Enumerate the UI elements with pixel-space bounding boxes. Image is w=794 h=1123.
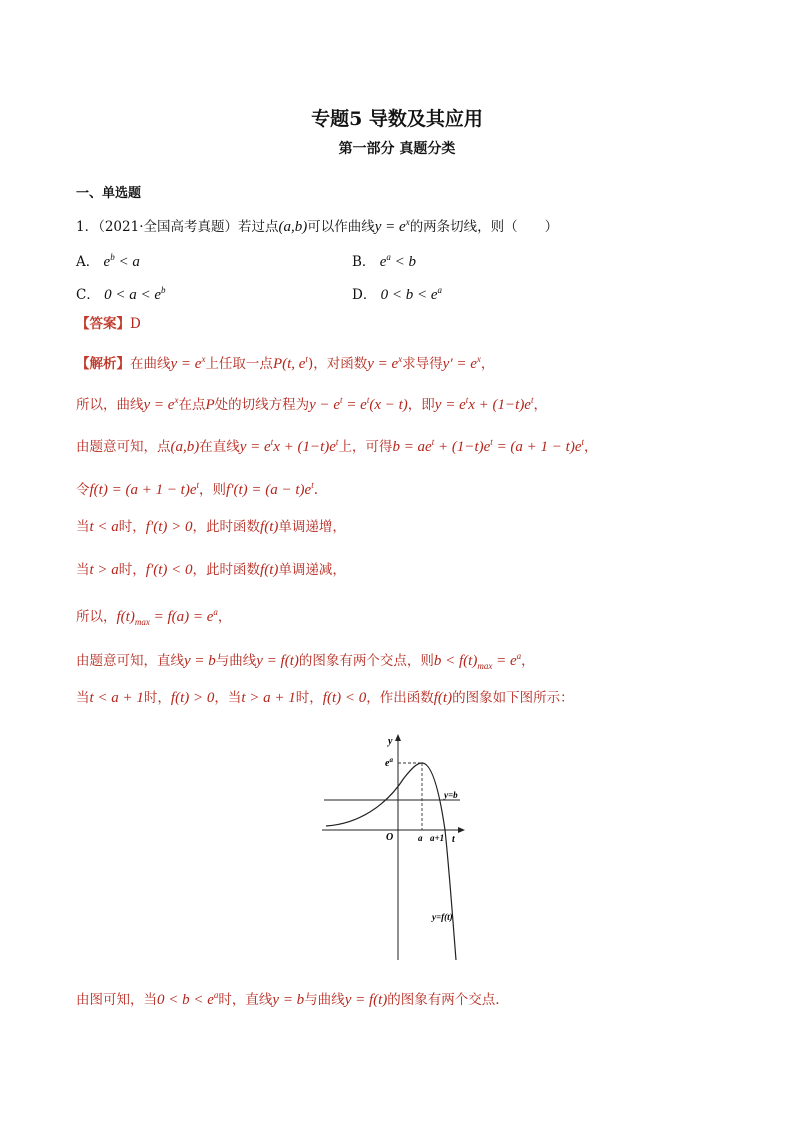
- option-a[interactable]: A． $e^b < a$: [76, 252, 140, 270]
- question-stem: 1．（2021·全国高考真题）若过点(a,b)可以作曲线$y = e^x$的两条切线，则（ ）: [76, 217, 559, 235]
- y-axis-label: y: [388, 736, 393, 747]
- analysis-line-3: 由题意可知，点(a,b)在直线$y = e^tx + (1-t)e^t$上，可得$b = ae^t + (1-t)e^t = (a + 1 - t)e^t$，: [76, 437, 598, 455]
- section-heading: 一、单选题: [76, 186, 142, 201]
- analysis-line-5: 当t < a时，f′(t) > 0，此时函数f(t)单调递增，: [76, 519, 346, 535]
- analysis-conclusion: 由图可知，当$0 < b < e^a$时，直线y = b与曲线y = f(t)的图象有两个交点.: [76, 990, 500, 1008]
- peak-label: $e^a$: [385, 756, 393, 769]
- t-axis-label: t: [452, 834, 455, 845]
- answer: 【答案】D: [76, 316, 141, 332]
- option-c[interactable]: C． $0 < a < e^b$: [76, 285, 166, 303]
- a-plus-1-tick-label: a+1: [430, 833, 445, 843]
- origin-label: O: [386, 832, 394, 843]
- a-tick-label: a: [418, 833, 423, 843]
- function-graph: [318, 732, 478, 968]
- analysis-line-8: 由题意可知，直线y = b与曲线y = f(t)的图象有两个交点，则$b < f(t)_{max} = e^a$，: [76, 651, 535, 671]
- page-title: 专题5 导数及其应用: [311, 108, 483, 130]
- analysis-line-9: 当t < a + 1时，f(t) > 0，当t > a + 1时，f(t) < 0，作出函数f(t)的图象如下图所示：: [76, 690, 574, 706]
- t-axis-arrow: [458, 827, 465, 833]
- option-b[interactable]: B． $e^a < b$: [352, 252, 417, 270]
- analysis-line-4: 令$f(t) = (a + 1 - t)e^t$，则$f'(t) = (a - t)e^t$.: [76, 480, 319, 498]
- page-subtitle: 第一部分 真题分类: [338, 141, 456, 157]
- line-b-label: y=b: [444, 790, 458, 800]
- curve-f: [326, 763, 456, 960]
- analysis-line-7: 所以，$f(t)_{max} = f(a) = e^a$，: [76, 607, 232, 627]
- curve-label: y=f(t): [432, 912, 453, 922]
- analysis-line-6: 当t > a时，f′(t) < 0，此时函数f(t)单调递减，: [76, 562, 346, 578]
- option-d[interactable]: D． $0 < b < e^a$: [352, 285, 443, 303]
- analysis-line-1: 【解析】在曲线$y = e^x$上任取一点P(t, $e^t$)，对函数$y = e^x$求导得$y' = e^x$，: [76, 354, 495, 372]
- y-axis-arrow: [395, 734, 401, 741]
- analysis-line-2: 所以，曲线$y = e^x$在点P处的切线方程为$y - e^t = e^t(x - t)$，即$y = e^tx + (1-t)e^t$，: [76, 395, 547, 413]
